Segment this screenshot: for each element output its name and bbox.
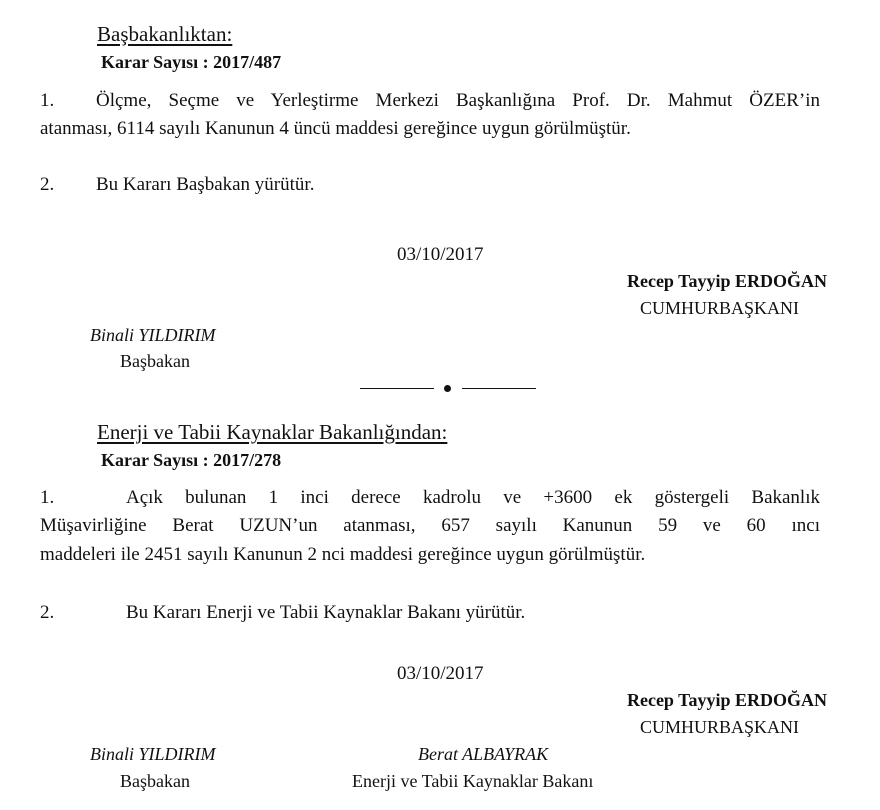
signer-role: Başbakan (120, 771, 190, 791)
item-number: 1. (40, 90, 55, 111)
signer-role: Başbakan (120, 351, 190, 371)
item-number: 2. (40, 602, 55, 623)
signer-name: Berat ALBAYRAK (418, 744, 549, 764)
item-text-line: atanması, 6114 sayılı Kanunun 4 üncü maddesi gereğince uygun görülmüştür. (40, 118, 631, 139)
item-text: Bu Kararı Başbakan yürütür. (96, 174, 315, 195)
institution-heading: Başbakanlıktan: (97, 22, 233, 46)
separator-line-left (360, 388, 434, 389)
decree-number: Karar Sayısı : 2017/487 (101, 52, 282, 72)
president-title: CUMHURBAŞKANI (639, 298, 799, 318)
president-name: Recep Tayyip ERDOĞAN (626, 271, 827, 291)
decree-date: 03/10/2017 (397, 663, 484, 684)
item-number: 1. (40, 487, 55, 508)
item-text-line: Ölçme, Seçme ve Yerleştirme Merkezi Başkanlığına Prof. Dr. Mahmut ÖZER’in (96, 90, 820, 111)
item-number: 2. (40, 174, 55, 195)
decree-number: Karar Sayısı : 2017/278 (101, 450, 282, 470)
item-text: Bu Kararı Enerji ve Tabii Kaynaklar Bakanı yürütür. (126, 602, 526, 623)
signer-role: Enerji ve Tabii Kaynaklar Bakanı (352, 771, 594, 791)
separator-line-right (462, 388, 536, 389)
signer-name: Binali YILDIRIM (90, 744, 216, 764)
item-text-line: Müşavirliğine Berat UZUN’un atanması, 657 sayılı Kanunun 59 ve 60 ıncı (40, 515, 820, 536)
president-name: Recep Tayyip ERDOĞAN (626, 690, 827, 710)
institution-heading: Enerji ve Tabii Kaynaklar Bakanlığından: (97, 420, 448, 444)
decree-date: 03/10/2017 (397, 244, 484, 265)
separator-bullet (444, 385, 451, 392)
president-title: CUMHURBAŞKANI (639, 717, 799, 737)
item-text-line: maddeleri ile 2451 sayılı Kanunun 2 nci maddesi gereğince uygun görülmüştür. (40, 544, 646, 565)
signer-name: Binali YILDIRIM (90, 325, 216, 345)
item-text-line: Açık bulunan 1 inci derece kadrolu ve +3600 ek göstergeli Bakanlık (126, 487, 820, 508)
